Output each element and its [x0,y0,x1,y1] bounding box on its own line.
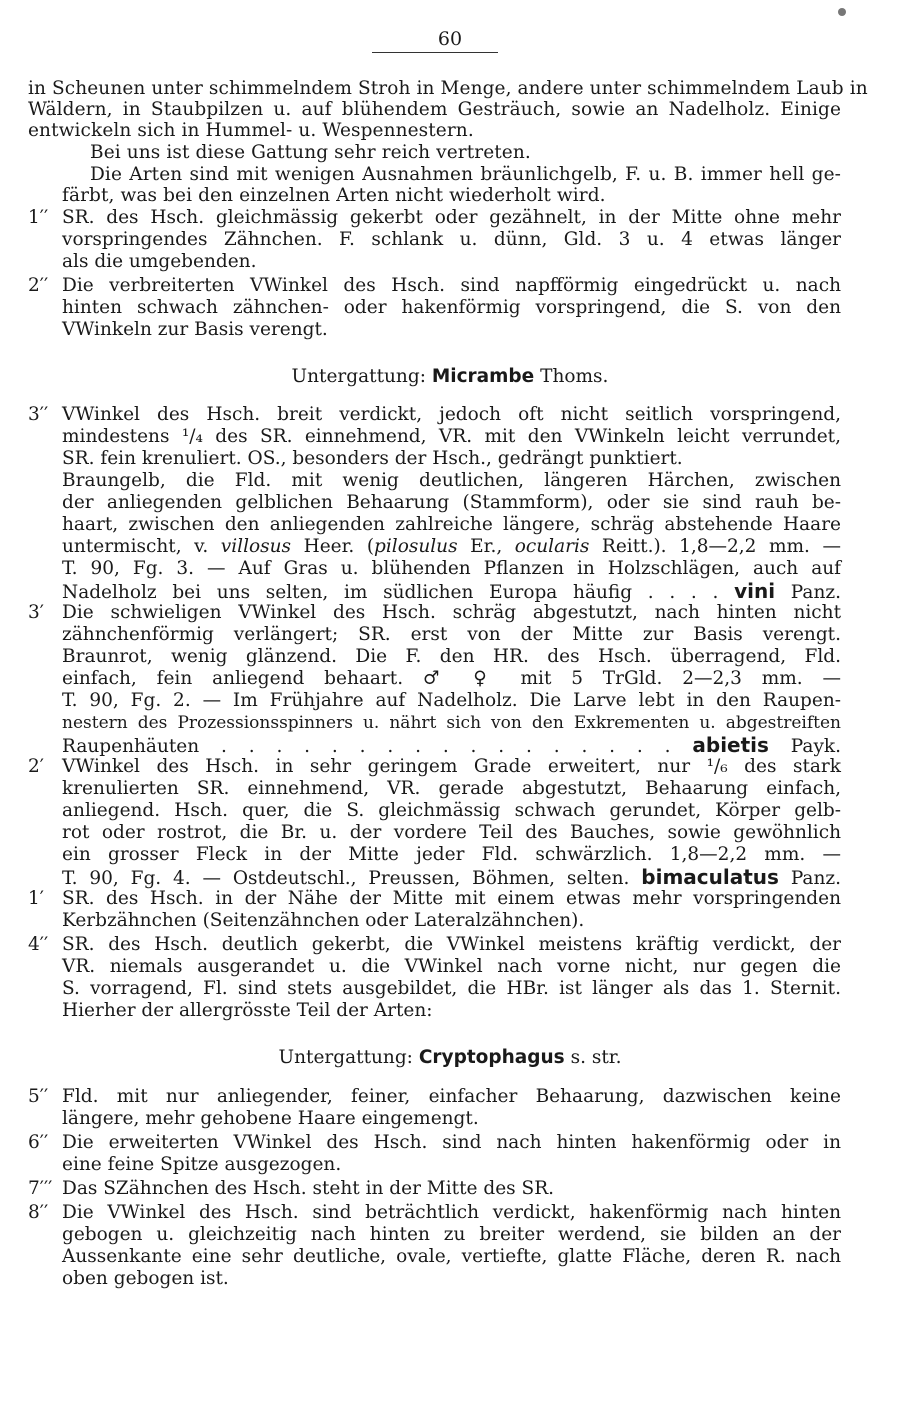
intro-line: in Scheunen unter schimmelndem Stroh in Menge, andere unter schimmelndem Laub in [28,78,868,99]
couplet-line: SR. des Hsch. deutlich gekerbt, die VWinkel meistens kräftig verdickt, der [62,934,841,955]
subgenus-name: Micrambe [431,366,535,387]
couplet-label: 2′ [28,756,44,777]
couplet-label: 1′′ [28,207,49,228]
species-line [62,580,841,604]
couplet-line: VWinkel des Hsch. breit verdickt, jedoch oft nicht seitlich vorspringend, [62,404,841,425]
couplet-line: Die erweiterten VWinkel des Hsch. sind nach hinten hakenförmig oder in [62,1132,841,1153]
couplet-label: 8′′ [28,1202,49,1223]
variety-name: villosus [220,536,292,557]
couplet-line: zähnchenförmig verlängert; SR. erst von der Mitte zur Basis verengt. [62,624,841,645]
couplet-line: S. vorragend, Fl. sind stets ausgebildet, die HBr. ist länger als das 1. Sternit. [62,978,841,999]
text-run: T. 90, Fg. 4. — Ostdeutschl., Preussen, Böhmen, selten. [62,868,630,889]
page-number-rule [372,52,498,53]
couplet-line: vorspringendes Zähnchen. F. schlank u. dünn, Gld. 3 u. 4 etwas länger [62,229,841,250]
couplet-line: hinten schwach zähnchen- oder hakenförmig vorspringend, die S. von den [62,297,841,318]
variety-name: pilosulus [374,536,458,557]
couplet-label: 5′′ [28,1086,49,1107]
couplet-line: Braunrot, wenig glänzend. Die F. den HR. des Hsch. überragend, Fld. [62,646,841,667]
heading-prefix: Untergattung: [291,366,426,387]
couplet-line: Die schwieligen VWinkel des Hsch. schräg abgestutzt, nach hinten nicht [62,602,841,623]
intro-line: entwickeln sich in Hummel- u. Wespennestern. [28,120,474,141]
couplet-line: Die verbreiterten VWinkel des Hsch. sind napfförmig eingedrückt u. nach [62,275,841,296]
couplet-line: oben gebogen ist. [62,1268,229,1289]
couplet-line: VWinkeln zur Basis verengt. [62,319,328,340]
subgenus-author: Thoms. [540,366,609,387]
couplet-line: Das SZähnchen des Hsch. steht in der Mitte des SR. [62,1178,555,1199]
text-run: Raupenhäuten . . . . . . . . . . . . . . . . . [62,736,671,757]
text-run: untermischt, v. [62,536,209,557]
couplet-line: ein grosser Fleck in der Mitte jeder Fld. schwärzlich. 1,8—2,2 mm. — [62,844,841,865]
couplet-label: 4′′ [28,934,49,955]
couplet-line: einfach, fein anliegend behaart. ♂ ♀ mit 5 TrGld. 2—2,3 mm. — [62,668,841,689]
couplet-label: 3′ [28,602,44,623]
text-run: Nadelholz bei uns selten, im südlichen Europa häufig . . . . [62,582,719,603]
variety-name: ocularis [514,536,590,557]
couplet-line: VR. niemals ausgerandet u. die VWinkel nach vorne nicht, nur gegen die [62,956,841,977]
couplet-line: Hierher der allergrösste Teil der Arten: [62,1000,433,1021]
intro-line: Wäldern, in Staubpilzen u. auf blühendem Gesträuch, sowie an Nadelholz. Einige [28,99,841,120]
couplet-line: krenulierten SR. einnehmend, VR. gerade abgestutzt, Behaarung einfach, [62,778,841,799]
species-name: abietis [692,733,769,757]
couplet-line: VWinkel des Hsch. in sehr geringem Grade erweitert, nur ¹/₆ des stark [62,756,841,777]
couplet-label: 3′′ [28,404,49,425]
couplet-line: Die VWinkel des Hsch. sind beträchtlich verdickt, hakenförmig nach hinten [62,1202,841,1223]
couplet-line: T. 90, Fg. 3. — Auf Gras u. blühenden Pflanzen in Holzschlägen, auch auf [62,558,841,579]
intro-line: Die Arten sind mit wenigen Ausnahmen bräunlichgelb, F. u. B. immer hell ge- [90,164,841,185]
text-run: Reitt.). 1,8—2,2 mm. — [601,536,841,557]
couplet-label: 6′′ [28,1132,49,1153]
couplet-line: Aussenkante eine sehr deutliche, ovale, vertiefte, glatte Fläche, deren R. nach [62,1246,841,1267]
subgenus-name: Cryptophagus [418,1047,565,1068]
couplet-line: gebogen u. gleichzeitig nach hinten zu breiter werdend, sie bilden an der [62,1224,841,1245]
couplet-line: als die umgebenden. [62,251,257,272]
species-author: Panz. [790,868,842,889]
couplet-label: 2′′ [28,275,49,296]
couplet-line: T. 90, Fg. 2. — Im Frühjahre auf Nadelholz. Die Larve lebt in den Raupen- [62,690,841,711]
couplet-line: Kerbzähnchen (Seitenzähnchen oder Lateralzähnchen). [62,910,585,931]
text-run: Er., [470,536,503,557]
couplet-line: nestern des Prozessionsspinners u. nährt sich von den Exkrementen u. abgestreiften [62,713,841,733]
species-author: Payk. [790,736,841,757]
species-line [62,734,841,758]
subgenus-author: s. str. [570,1047,622,1068]
species-name: vini [734,579,776,603]
couplet-line: SR. des Hsch. in der Nähe der Mitte mit einem etwas mehr vorspringenden [62,888,841,909]
scan-speck [838,8,846,16]
couplet-line: längere, mehr gehobene Haare eingemengt. [62,1108,479,1129]
couplet-line: eine feine Spitze ausgezogen. [62,1154,342,1175]
page-number: 60 [437,28,463,50]
couplet-line: rot oder rostrot, die Br. u. der vordere Teil des Bauches, sowie gewöhnlich [62,822,841,843]
couplet-line: Fld. mit nur anliegender, feiner, einfacher Behaarung, dazwischen keine [62,1086,841,1107]
couplet-line: anliegend. Hsch. quer, die S. gleichmässig schwach gerundet, Körper gelb- [62,800,841,821]
text-run: Heer. ( [303,536,375,557]
couplet-label: 7′′′ [28,1178,53,1199]
species-author: Panz. [790,582,841,603]
species-line [62,866,841,890]
intro-line: färbt, was bei den einzelnen Arten nicht wiederholt wird. [62,185,606,206]
subgenus-heading [0,366,900,388]
couplet-line: haart, zwischen den anliegenden zahlreiche längere, schräg abstehende Haare [62,514,841,535]
couplet-line: SR. des Hsch. gleichmässig gekerbt oder gezähnelt, in der Mitte ohne mehr [62,207,841,228]
couplet-line: Braungelb, die Fld. mit wenig deutlichen, längeren Härchen, zwischen [62,470,841,491]
couplet-line: SR. fein krenuliert. OS., besonders der Hsch., gedrängt punktiert. [62,448,683,469]
couplet-line-varieties [62,536,841,558]
couplet-line: mindestens ¹/₄ des SR. einnehmend, VR. mit den VWinkeln leicht verrundet, [62,426,841,447]
heading-prefix: Untergattung: [278,1047,413,1068]
couplet-label: 1′ [28,888,44,909]
couplet-line: der anliegenden gelblichen Behaarung (Stammform), oder sie sind rauh be- [62,492,841,513]
subgenus-heading [0,1047,900,1069]
species-name: bimaculatus [641,865,779,889]
intro-line: Bei uns ist diese Gattung sehr reich vertreten. [90,142,531,163]
